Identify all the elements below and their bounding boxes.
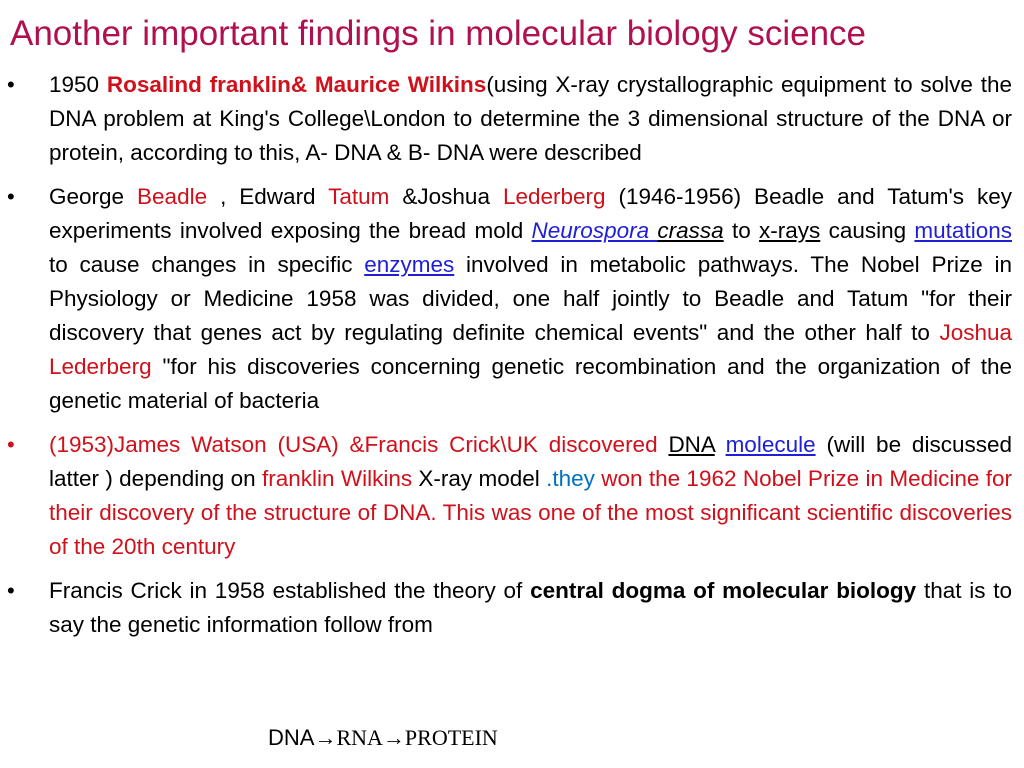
text-segment: , Edward	[207, 184, 329, 209]
bullet-text	[49, 72, 1012, 165]
text-segment[interactable]: enzymes	[364, 252, 455, 277]
text-segment: crassa	[657, 218, 724, 243]
text-segment: Rosalind franklin& Maurice Wilkins	[106, 72, 487, 97]
text-segment	[715, 432, 726, 457]
text-segment: central dogma of molecular biology	[530, 578, 917, 603]
text-segment: x-rays	[759, 218, 821, 243]
bullet-item-central-dogma	[7, 574, 1013, 642]
formula-protein: PROTEIN	[404, 725, 498, 750]
text-segment: that is to say the genetic information follow from	[49, 578, 1013, 637]
text-segment: causing	[820, 218, 915, 243]
bullet-icon: •	[7, 184, 15, 209]
text-segment[interactable]: Neurospora	[531, 218, 658, 243]
text-segment[interactable]: mutations	[914, 218, 1012, 243]
text-segment: "for his discoveries concerning genetic recombination and the organization of the genetic material of bacteria	[49, 354, 1012, 413]
text-segment: (using X-ray crystallographic equipment to solve the DNA problem at King's College\London to determine the 3 dimensional structure of the DNA or protein, according to this, A- DNA & B- DNA were described	[49, 72, 1012, 165]
text-segment: George	[49, 184, 138, 209]
arrow-icon: →	[314, 725, 337, 750]
bullet-icon: •	[7, 72, 15, 97]
text-segment[interactable]: molecule	[725, 432, 816, 457]
text-segment: to cause changes in specific	[49, 252, 365, 277]
formula-rna: RNA	[336, 725, 383, 750]
text-segment: (1946-1956) Beadle and Tatum's key experiments involved exposing the bread mold	[49, 184, 1012, 243]
text-segment: .they	[546, 466, 595, 491]
bullet-text	[49, 184, 1012, 413]
bullet-list	[0, 68, 1024, 652]
bullet-item-franklin-wilkins	[7, 68, 1012, 170]
text-segment: Joshua Lederberg	[49, 320, 1012, 379]
text-segment: (1953)James Watson (USA) &Francis Crick\UK discovered	[49, 432, 669, 457]
text-segment: won the 1962 Nobel Prize in Medicine for their discovery of the structure of DNA. This was one of the most significant scientific discoveries of the 20th century	[49, 466, 1012, 559]
text-segment: DNA	[668, 432, 715, 457]
bullet-item-beadle-tatum	[7, 180, 1012, 418]
text-segment: to	[723, 218, 760, 243]
central-dogma-formula	[268, 722, 498, 754]
text-segment: involved in metabolic pathways. The Nobel Prize in Physiology or Medicine 1958 was divided, one half jointly to Beadle and Tatum "for their discovery that genes act by regulating definite chemical events" and the other half to	[49, 252, 1012, 345]
text-segment: X-ray model	[412, 466, 547, 491]
text-segment: Tatum	[328, 184, 390, 209]
bullet-text	[49, 432, 1012, 559]
slide-title: Another important findings in molecular biology science	[10, 14, 867, 53]
arrow-icon: →	[382, 725, 405, 750]
text-segment: 1950	[49, 72, 107, 97]
text-segment: Lederberg	[502, 184, 606, 209]
text-segment: franklin Wilkins	[261, 466, 413, 491]
bullet-item-watson-crick	[7, 428, 1012, 564]
text-segment: Francis Crick in 1958 established the theory of	[49, 578, 531, 603]
bullet-icon: •	[7, 578, 15, 603]
text-segment: Beadle	[137, 184, 208, 209]
text-segment: (will be discussed latter ) depending on	[49, 432, 1012, 491]
bullet-icon: •	[7, 432, 15, 457]
bullet-text	[49, 578, 1012, 637]
text-segment: &Joshua	[389, 184, 503, 209]
formula-dna: DNA	[268, 725, 315, 750]
